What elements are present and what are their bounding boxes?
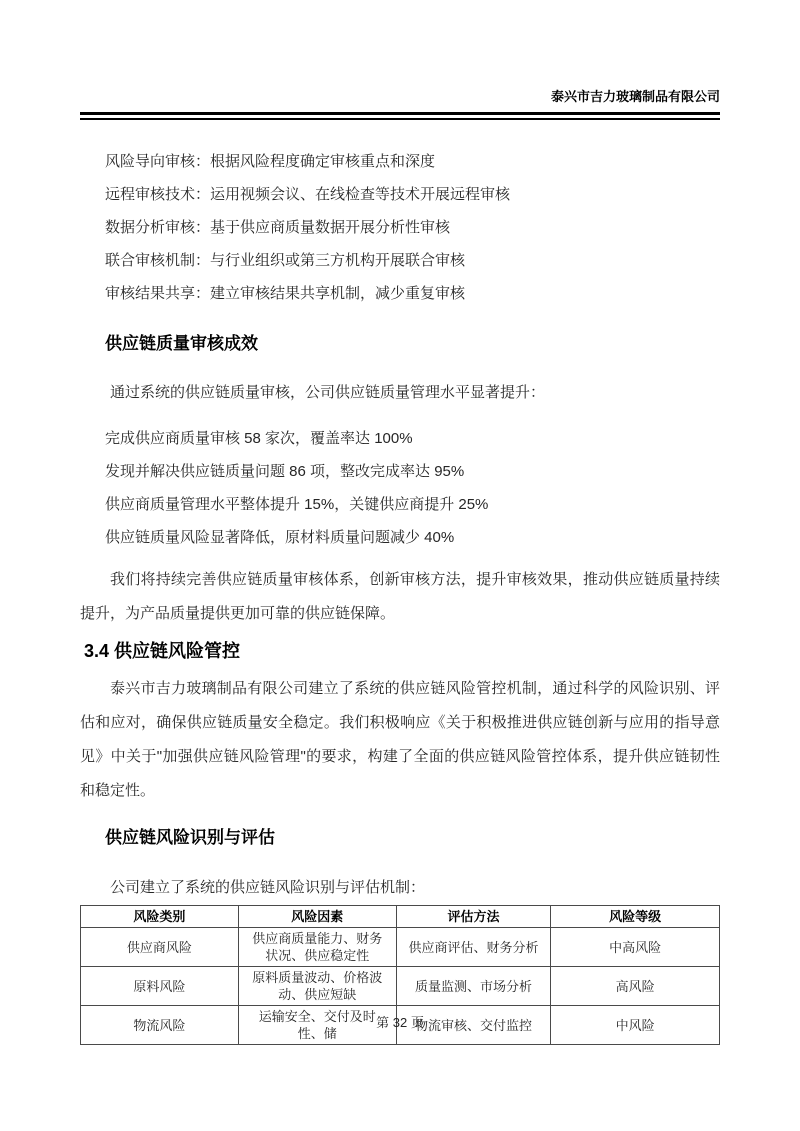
audit-method-item: 远程审核技术：运用视频会议、在线检查等技术开展远程审核 bbox=[105, 186, 511, 203]
audit-method-item: 风险导向审核：根据风险程度确定审核重点和深度 bbox=[105, 153, 436, 170]
table-cell: 供应商质量能力、财务状况、供应稳定性 bbox=[238, 928, 396, 967]
audit-method-item: 数据分析审核：基于供应商质量数据开展分析性审核 bbox=[105, 219, 451, 236]
audit-method-item: 联合审核机制：与行业组织或第三方机构开展联合审核 bbox=[105, 252, 466, 269]
table-cell: 供应商评估、财务分析 bbox=[396, 928, 551, 967]
page-header bbox=[80, 88, 720, 106]
header-rule-thick bbox=[80, 112, 720, 115]
table-header-cell: 评估方法 bbox=[396, 906, 551, 928]
table-cell: 原料质量波动、价格波动、供应短缺 bbox=[238, 967, 396, 1006]
company-name: 泰兴市吉力玻璃制品有限公司 bbox=[550, 89, 720, 104]
table-cell: 中风险 bbox=[551, 1006, 720, 1045]
table-cell: 中高风险 bbox=[551, 928, 720, 967]
table-row bbox=[81, 967, 720, 1006]
section-heading-audit-results: 供应链质量审核成效 bbox=[105, 334, 258, 353]
audit-method-item: 审核结果共享：建立审核结果共享机制，减少重复审核 bbox=[105, 285, 466, 302]
header-rule-thin bbox=[80, 118, 720, 120]
stat-item: 发现并解决供应链质量问题 86 项，整改完成率达 95% bbox=[105, 463, 465, 480]
table-header-row bbox=[81, 906, 720, 928]
table-cell: 运输安全、交付及时性、储 bbox=[238, 1006, 396, 1045]
stat-item: 供应链质量风险显著降低，原材料质量问题减少 40% bbox=[105, 529, 455, 546]
stat-item: 供应商质量管理水平整体提升 15%，关键供应商提升 25% bbox=[105, 496, 489, 513]
paragraph-audit-closing: 我们将持续完善供应链质量审核体系，创新审核方法，提升审核效果，推动供应链质量持续提升，为产品质量提供更加可靠的供应链保障。 bbox=[80, 571, 720, 622]
section-heading-risk-identification: 供应链风险识别与评估 bbox=[105, 828, 275, 847]
table-cell: 物流风险 bbox=[81, 1006, 239, 1045]
stat-item: 完成供应商质量审核 58 家次，覆盖率达 100% bbox=[105, 430, 413, 447]
audit-stats-block bbox=[80, 422, 720, 554]
table-header-cell: 风险因素 bbox=[238, 906, 396, 928]
table-cell: 物流审核、交付监控 bbox=[396, 1006, 551, 1045]
page-footer bbox=[0, 1012, 800, 1031]
section-heading-risk-control: 3.4 供应链风险管控 bbox=[84, 641, 241, 661]
table-cell: 高风险 bbox=[551, 967, 720, 1006]
table-row bbox=[81, 928, 720, 967]
page-number: 第 32 页 bbox=[376, 1015, 424, 1030]
paragraph-risk-intro: 泰兴市吉力玻璃制品有限公司建立了系统的供应链风险管控机制，通过科学的风险识别、评估和应对，确保供应链质量安全稳定。我们积极响应《关于积极推进供应链创新与应用的指导意见》中关于"加强供应链风险管理"的要求，构建了全面的供应链风险管控体系，提升供应链韧性和稳定性。 bbox=[80, 680, 720, 799]
table-cell: 原料风险 bbox=[81, 967, 239, 1006]
table-cell: 供应商风险 bbox=[81, 928, 239, 967]
table-cell: 质量监测、市场分析 bbox=[396, 967, 551, 1006]
table-header-cell: 风险等级 bbox=[551, 906, 720, 928]
document-content bbox=[80, 145, 720, 1045]
paragraph-table-intro: 公司建立了系统的供应链风险识别与评估机制： bbox=[110, 879, 426, 896]
table-header-cell: 风险类别 bbox=[81, 906, 239, 928]
paragraph-audit-intro: 通过系统的供应链质量审核，公司供应链质量管理水平显著提升： bbox=[110, 384, 546, 401]
